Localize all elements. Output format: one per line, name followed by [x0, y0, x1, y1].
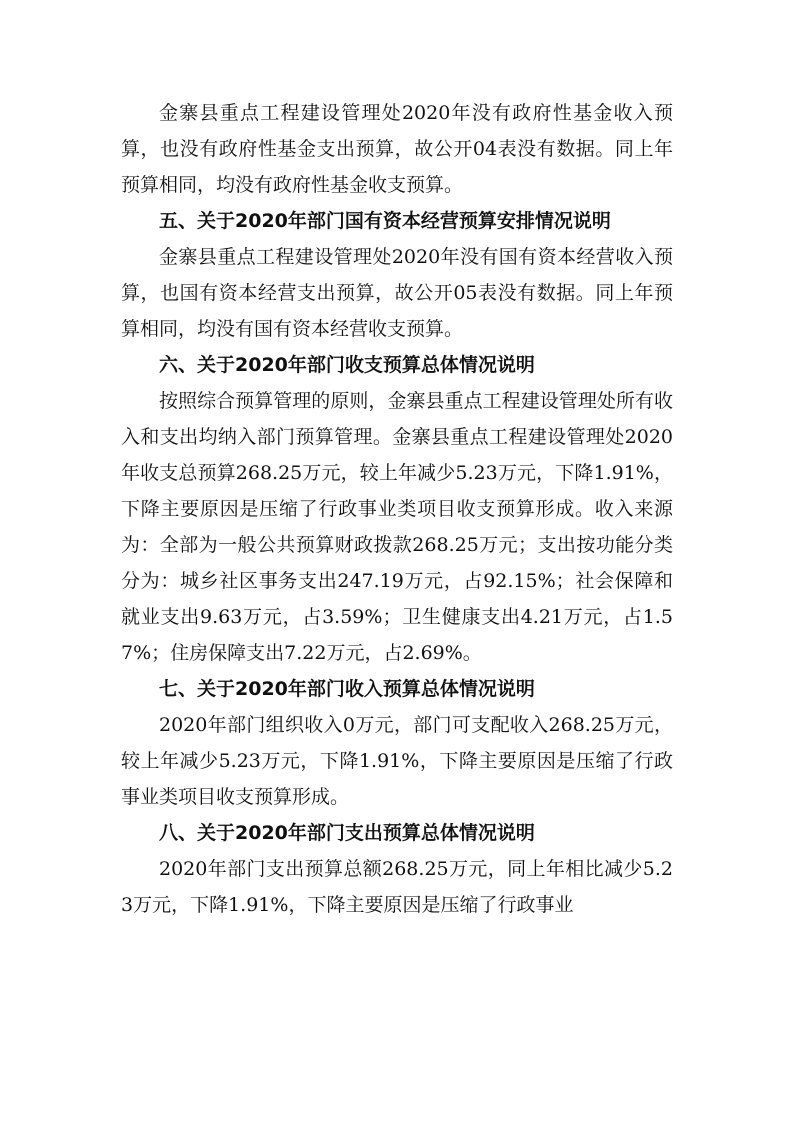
heading-section-5: 五、关于2020年部门国有资本经营预算安排情况说明 [159, 210, 611, 232]
paragraph-gov-fund-budget: 金寨县重点工程建设管理处2020年没有政府性基金收入预算，也没有政府性基金支出预算，故公开04表没有数据。同上年预算相同，均没有政府性基金收支预算。 [121, 102, 673, 196]
heading-section-7: 七、关于2020年部门收入预算总体情况说明 [159, 678, 535, 700]
paragraph-income-budget: 2020年部门组织收入0万元，部门可支配收入268.25万元，较上年减少5.23万元，下降1.91%，下降主要原因是压缩了行政事业类项目收支预算形成。 [121, 714, 673, 808]
heading-section-6: 六、关于2020年部门收支预算总体情况说明 [159, 354, 535, 376]
paragraph-state-capital-budget: 金寨县重点工程建设管理处2020年没有国有资本经营收入预算，也国有资本经营支出预算，故公开05表没有数据。同上年预算相同，均没有国有资本经营收支预算。 [121, 246, 673, 340]
paragraph-overall-budget: 按照综合预算管理的原则，金寨县重点工程建设管理处所有收入和支出均纳入部门预算管理。金寨县重点工程建设管理处2020年收支总预算268.25万元，较上年减少5.23万元，下降1.91%，下降主要原因是压缩了行政事业类项目收支预算形成。收入来源为：全部为一般公共预算财政拨款268.25万元；支出按功能分类分为：城乡社区事务支出247.19万元，占92.15%；社会保障和就业支出9.63万元，占3.59%；卫生健康支出4.21万元，占1.57%；住房保障支出7.22万元，占2.69%。 [121, 390, 673, 664]
paragraph-expenditure-budget: 2020年部门支出预算总额268.25万元，同上年相比减少5.23万元，下降1.91%，下降主要原因是压缩了行政事业 [121, 858, 673, 916]
heading-section-8: 八、关于2020年部门支出预算总体情况说明 [159, 822, 535, 844]
document-page [121, 95, 673, 923]
